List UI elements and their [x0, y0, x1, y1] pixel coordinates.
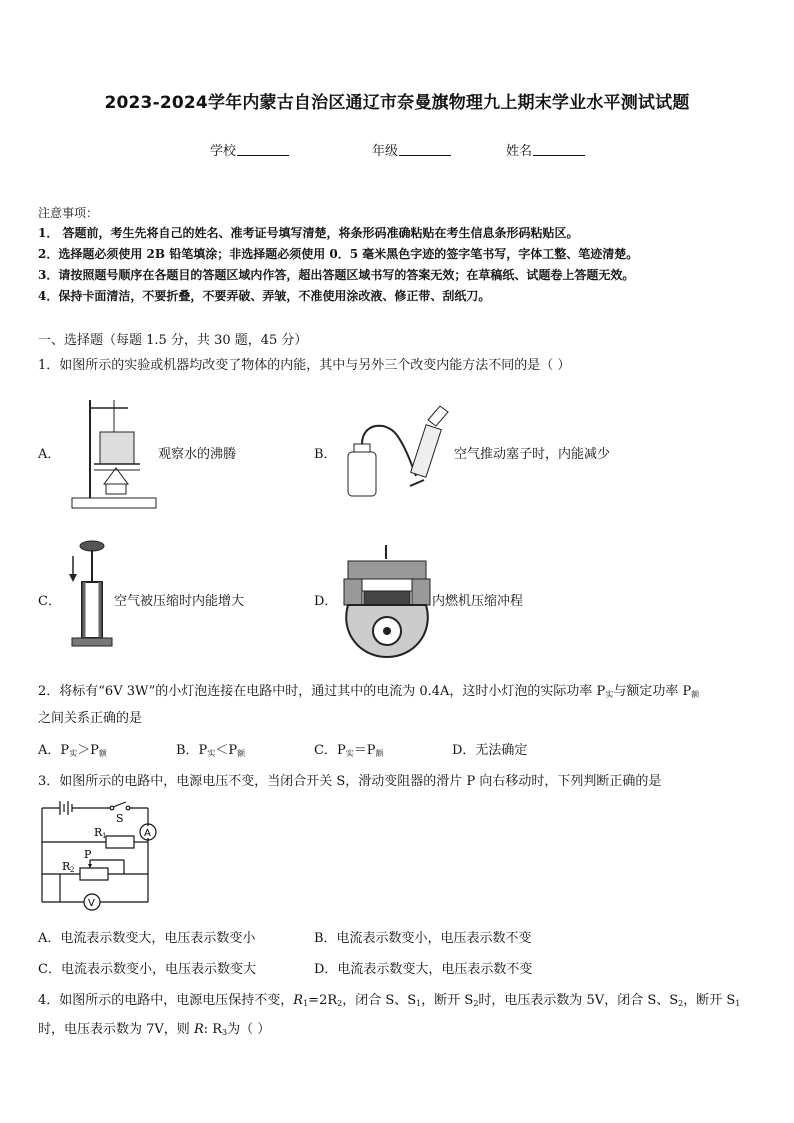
school-field[interactable] [210, 140, 289, 159]
air-pushing-stopper-figure [344, 400, 454, 500]
q2-option-b[interactable] [176, 739, 245, 759]
q2-stem-c: 之间关系正确的是 [38, 711, 143, 726]
q1-option-d-letter[interactable]: D． [314, 594, 338, 609]
ammeter-label: A [144, 828, 151, 839]
q4-p2: ，闭合 S、S [342, 993, 417, 1008]
notes-heading: 注意事项： [38, 206, 99, 220]
air-compression-syringe-figure [64, 538, 112, 650]
q1-option-b-caption: 空气推动塞子时，内能减少 [454, 447, 611, 462]
q1-stem: 1．如图所示的实验或机器均改变了物体的内能，其中与另外三个改变内能方法不同的是（ ） [38, 358, 571, 373]
page-title: 2023-2024学年内蒙古自治区通辽市奈曼旗物理九上期末学业水平测试试题 [104, 93, 690, 113]
r1-label: R [94, 826, 103, 839]
q3-option-c[interactable]: C．电流表示数变小，电压表示数变大 [38, 962, 256, 977]
q1-option-c-caption: 空气被压缩时内能增大 [114, 594, 245, 609]
q4-sub1c: 1 [735, 999, 741, 1008]
q2-option-d[interactable]: D．无法确定 [452, 743, 528, 758]
q4-end: 为（ ） [227, 1022, 271, 1037]
q1-option-a-caption: 观察水的沸腾 [158, 447, 237, 462]
q3-option-b[interactable]: B．电流表示数变小，电压表示数不变 [314, 931, 532, 946]
q2-option-a[interactable] [38, 739, 107, 759]
name-blank[interactable] [533, 143, 585, 156]
q2-sub-e: 额 [691, 690, 700, 699]
grade-field[interactable] [372, 140, 451, 159]
q2-sub-shi: 实 [69, 749, 78, 758]
q3-option-d[interactable]: D．电流表示数变大，电压表示数不变 [314, 962, 533, 977]
q4-p5: ，断开 S [683, 993, 736, 1008]
q2-stem-b: 与额定功率 P [613, 684, 692, 699]
q1-option-a-letter[interactable]: A． [38, 447, 61, 462]
q2-sub-e: 额 [237, 749, 246, 758]
q4-stem-line2 [38, 1018, 270, 1037]
school-label: 学校 [210, 144, 237, 159]
note-item: 3．请按照题号顺序在各题目的答题区域内作答，超出答题区域书写的答案无效；在草稿纸、试题卷上答题无效。 [38, 268, 635, 282]
note-item: 1． 答题前，考生先将自己的姓名、准考证号填写清楚，将条形码准确粘贴在考生信息条形码粘贴区。 [38, 226, 579, 240]
q2-stem-line1 [38, 680, 699, 700]
q1-option-b-letter[interactable]: B． [314, 447, 337, 462]
q2-sub-shi: 实 [605, 690, 614, 699]
q1-option-d-caption: 内燃机压缩冲程 [432, 594, 524, 609]
q4-p1: 4．如图所示的电路中，电源电压保持不变， [38, 993, 294, 1008]
q2-sub-e: 额 [98, 749, 107, 758]
r2-label: R [62, 860, 71, 873]
q4-sub3: 3 [222, 1028, 228, 1037]
q2-option-c-letter: C．P [314, 743, 346, 758]
switch-label: S [116, 812, 124, 825]
q3-option-a[interactable]: A．电流表示数变大，电压表示数变小 [38, 931, 256, 946]
q4-r: R [193, 1022, 204, 1037]
q4-colon: : R [203, 1022, 223, 1037]
name-label: 姓名 [506, 144, 533, 159]
q2-option-b-rel: ＜P [215, 743, 238, 758]
grade-label: 年级 [372, 144, 399, 159]
q2-sub-e: 额 [375, 749, 384, 758]
voltmeter-label: V [88, 898, 95, 909]
section-heading: 一、选择题（每题 1.5 分，共 30 题，45 分） [38, 333, 308, 348]
r2-subscript: 2 [70, 866, 75, 874]
r1-subscript: 1 [102, 832, 107, 840]
q4-p4: 时，电压表示数为 5V，闭合 S、S [478, 993, 679, 1008]
q4-sub1: 1 [303, 999, 309, 1008]
q4-sub2: 2 [337, 999, 343, 1008]
q4-sub2b: 2 [473, 999, 479, 1008]
q2-option-c-rel: ＝P [353, 743, 376, 758]
q2-option-a-letter: A．P [38, 743, 70, 758]
engine-compression-stroke-figure [340, 543, 434, 661]
q4-line2a: 时，电压表示数为 7V，则 [38, 1022, 194, 1037]
q4-r1: R [293, 993, 304, 1008]
q4-stem-line1 [38, 989, 740, 1008]
q2-option-b-letter: B．P [176, 743, 208, 758]
note-item: 4．保持卡面清洁，不要折叠，不要弄破、弄皱，不准使用涂改液、修正带、刮纸刀。 [38, 289, 491, 303]
grade-blank[interactable] [399, 143, 451, 156]
name-field[interactable] [506, 140, 585, 159]
q2-sub-shi: 实 [207, 749, 216, 758]
q3-circuit-diagram [40, 798, 164, 914]
q4-p3: ，断开 S [421, 993, 474, 1008]
q2-sub-shi: 实 [345, 749, 354, 758]
q4-sub2c: 2 [678, 999, 684, 1008]
q2-option-a-rel: ＞P [77, 743, 99, 758]
q4-sub1b: 1 [416, 999, 422, 1008]
boiling-water-apparatus-figure [70, 394, 160, 512]
school-blank[interactable] [237, 143, 289, 156]
q2-option-c[interactable] [314, 739, 383, 759]
q2-stem-a: 2．将标有“6V 3W”的小灯泡连接在电路中时，通过其中的电流为 0.4A，这时小灯泡的实际功率 P [38, 684, 606, 699]
q3-stem: 3．如图所示的电路中，电源电压不变，当闭合开关 S，滑动变阻器的滑片 P 向右移动时，下列判断正确的是 [38, 774, 662, 789]
note-item: 2．选择题必须使用 2B 铅笔填涂；非选择题必须使用 0．5 毫米黑色字迹的签字笔书写，字体工整、笔迹清楚。 [38, 247, 639, 261]
slider-label: P [84, 848, 92, 861]
q4-eq: =2R [308, 993, 338, 1008]
q1-option-c-letter[interactable]: C． [38, 594, 61, 609]
